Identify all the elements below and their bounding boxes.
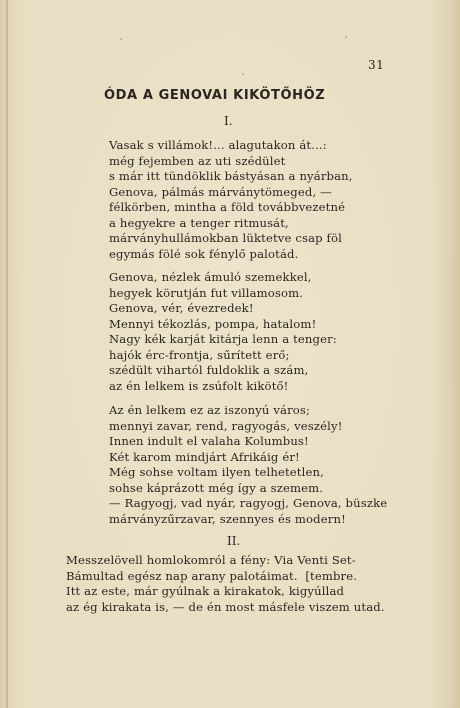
verse-line: mennyi zavar, rend, ragyogás, veszély! [109, 418, 343, 433]
verse-line: szédült vihartól fuldoklik a szám, [109, 363, 309, 377]
paper-speck [242, 73, 244, 75]
stanza-2 [109, 270, 337, 394]
verse-line: félkörben, mintha a föld továbbvezetné [109, 200, 346, 214]
stanza-3 [109, 403, 387, 527]
verse-line: a hegyekre a tenger ritmusát, [109, 215, 289, 230]
verse-line: hajók érc-frontja, sűrített erő; [109, 347, 290, 362]
verse-line: Genova, vér, évezredek! [109, 301, 254, 315]
verse-line: még fejemben az uti szédület [109, 153, 286, 168]
verse-line: márványhullámokban lüktetve csap föl [109, 231, 342, 245]
verse-line: s már itt tündöklik bástyásan a nyárban, [109, 169, 353, 183]
verse-line: — Ragyogj, vad nyár, ragyogj, Genova, büszke [109, 496, 388, 510]
verse-line: Vasak s villámok!... alagutakon át...: [109, 138, 327, 152]
verse-line: Genova, nézlek ámuló szemekkel, [109, 270, 312, 284]
paper-speck [120, 38, 122, 40]
verse-line: Mennyi tékozlás, pompa, hatalom! [109, 316, 317, 331]
paper-speck [345, 36, 347, 38]
page-number: 31 [368, 58, 385, 72]
verse-line: egymás fölé sok fénylő palotád. [109, 246, 299, 261]
section-numeral-1: I. [224, 114, 233, 128]
poem-title: ÓDA A GENOVAI KIKÖTŐHÖZ [104, 88, 326, 103]
section-numeral-2: II. [227, 534, 241, 548]
verse-line: az én lelkem is zsúfolt kikötő! [109, 378, 289, 393]
text-line: Itt az este, már gyúlnak a kirakatok, kigyúllad [66, 584, 345, 598]
verse-line: sohse káprázott még így a szemem. [109, 480, 324, 495]
verse-line: Az én lelkem ez az iszonyú város; [109, 403, 311, 417]
verse-line: hegyek körutján fut villamosom. [109, 285, 304, 300]
section-2-text [66, 553, 385, 615]
page-gutter-shadow [6, 0, 8, 708]
verse-line: Genova, pálmás márványtömeged, — [109, 184, 332, 199]
stanza-1 [109, 138, 353, 262]
text-line: Messzelövell homlokomról a fény: Via Venti Set- [66, 553, 356, 567]
verse-line: Nagy kék karját kitárja lenn a tenger: [109, 332, 337, 346]
verse-line: Két karom mindjárt Afrikáig ér! [109, 449, 300, 464]
text-line: Bámultad egész nap arany palotáimat. [tembre. [66, 568, 358, 583]
text-line: az ég kirakata is, — de én most másfele viszem utad. [66, 599, 385, 614]
verse-line: Még sohse voltam ilyen telhetetlen, [109, 465, 324, 479]
verse-line: márványzűrzavar, szennyes és modern! [109, 511, 346, 526]
verse-line: Innen indult el valaha Kolumbus! [109, 434, 309, 448]
